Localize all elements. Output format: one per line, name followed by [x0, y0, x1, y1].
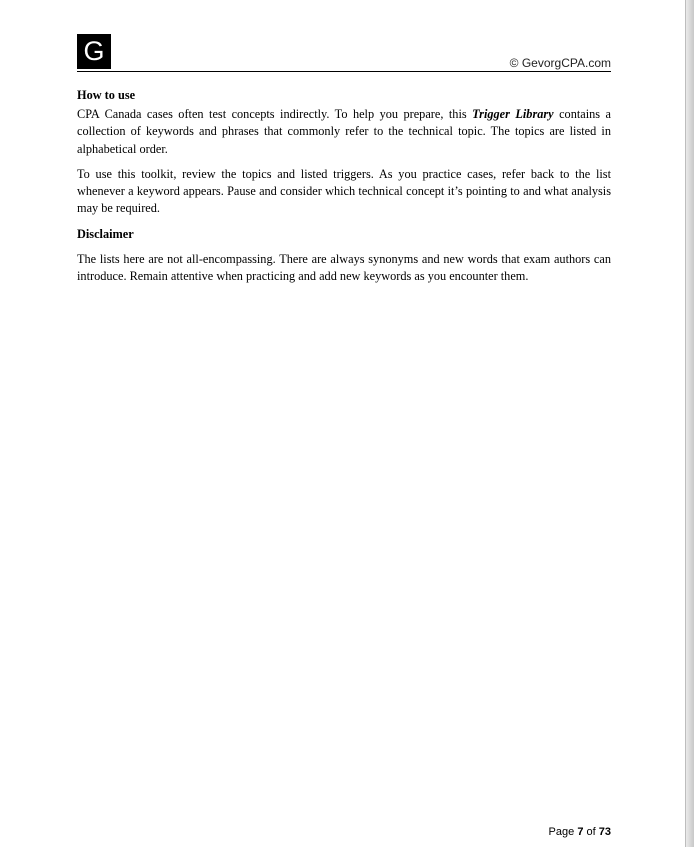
document-body: [77, 87, 611, 293]
page-of: of: [586, 826, 596, 838]
how-to-use-paragraph-2: To use this toolkit, review the topics and listed triggers. As you practice cases, refer back to the list whenever a keyword appears. Pause and consider which technical concept it’s pointing to and what analysis may be required.: [77, 166, 611, 216]
header-divider: [77, 71, 611, 72]
site-name: © GevorgCPA.com: [509, 56, 611, 70]
trigger-library-emphasis: Trigger Library: [472, 107, 554, 121]
scrollbar-edge: [686, 0, 694, 847]
paragraph-text: contains a collection of keywords and phrases that commonly refer to the technical topic. The topics are listed in alphabetical order.: [77, 107, 611, 156]
disclaimer-paragraph: The lists here are not all-encompassing. There are always synonyms and new words that exam authors can introduce. Remain attentive when practicing and add new keywords as you encounter them.: [77, 251, 611, 284]
logo: G: [77, 34, 111, 69]
page-current: 7: [577, 826, 584, 838]
paragraph-text: CPA Canada cases often test concepts indirectly. To help you prepare, this: [77, 107, 473, 121]
page-number: [549, 826, 611, 838]
how-to-use-heading: How to use: [77, 88, 136, 102]
disclaimer-heading: Disclaimer: [77, 226, 134, 241]
page-total: 73: [598, 826, 611, 838]
page-label: Page: [548, 826, 575, 838]
how-to-use-paragraph-1: [77, 106, 611, 158]
